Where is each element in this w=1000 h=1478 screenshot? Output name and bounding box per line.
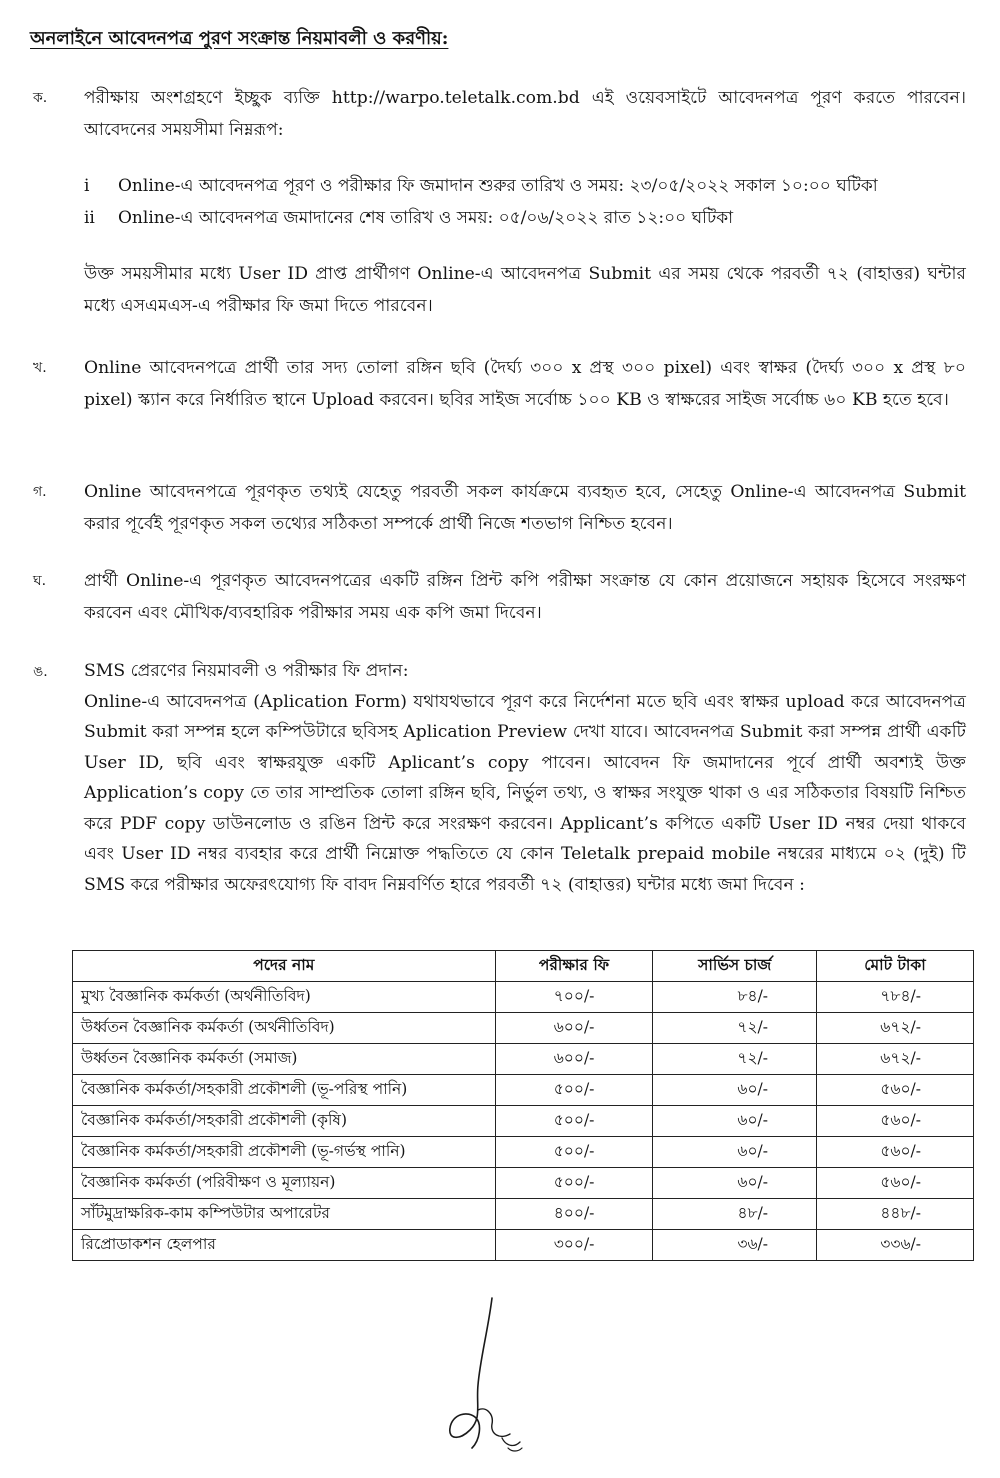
table-row [73,1075,974,1106]
section-text [84,656,966,900]
section-marker: খ. [33,360,47,376]
table-header-row [73,951,974,982]
section-text: পরীক্ষায় অংশগ্রহণে ইচ্ছুক ব্যক্তি http://warpo.teletalk.com.bd এই ওয়েবসাইটে আবেদনপত্র পূরণ করতে পারবেন। আবেদনের সময়সীমা নিম্নরূপ: [84,88,966,140]
service-charge-cell: ৭২/- [653,1044,817,1075]
table-row [73,1013,974,1044]
total-cell: ৫৬০/- [817,1075,974,1106]
post-name-cell: রিপ্রোডাকশন হেলপার [73,1230,496,1261]
exam-fee-cell: ৬০০/- [495,1044,653,1075]
post-name-cell: বৈজ্ঞানিক কর্মকর্তা/সহকারী প্রকৌশলী (কৃষি) [73,1106,496,1137]
column-header: মোট টাকা [817,951,974,982]
deadline-item-1 [84,173,980,199]
post-name-cell: বৈজ্ঞানিক কর্মকর্তা (পরিবীক্ষণ ও মূল্যায়ন) [73,1168,496,1199]
deadline-item-num: i [84,176,90,196]
total-cell: ৬৭২/- [817,1044,974,1075]
table-row [73,1106,974,1137]
total-cell: ৩৩৬/- [817,1230,974,1261]
exam-fee-cell: ৫০০/- [495,1137,653,1168]
exam-fee-cell: ৪০০/- [495,1199,653,1230]
table-row [73,1137,974,1168]
section-text: Online আবেদনপত্রে পূরণকৃত তথ্যই যেহেতু পরবর্তী সকল কার্যক্রমে ব্যবহৃত হবে, সেহেতু Online-এ আবেদনপত্র Submit করার পূর্বেই পূরণকৃত সকল তথ্যের সঠিকতা সম্পর্কে প্রার্থী নিজে শতভাগ নিশ্চিত হবেন। [84,482,966,534]
service-charge-cell: ৬০/- [653,1106,817,1137]
total-cell: ৭৮৪/- [817,982,974,1013]
deadline-item-text: Online-এ আবেদনপত্র পূরণ ও পরীক্ষার ফি জমাদান শুরুর তারিখ ও সময়: ২৩/০৫/২০২২ সকাল ১০:০০ ঘটিকা [118,176,878,196]
service-charge-cell: ৬০/- [653,1168,817,1199]
post-name-cell: সাঁটমুদ্রাক্ষরিক-কাম কম্পিউটার অপারেটর [73,1199,496,1230]
exam-fee-cell: ৫০০/- [495,1075,653,1106]
section-title: SMS প্রেরণের নিয়মাবলী ও পরীক্ষার ফি প্রদান: [84,661,409,681]
section-marker: ঙ. [33,664,48,680]
total-cell: ৫৬০/- [817,1137,974,1168]
post-name-cell: উর্ধ্বতন বৈজ্ঞানিক কর্মকর্তা (অর্থনীতিবিদ) [73,1013,496,1044]
table-row [73,982,974,1013]
total-cell: ৫৬০/- [817,1168,974,1199]
exam-fee-cell: ৫০০/- [495,1106,653,1137]
table-row [73,1044,974,1075]
service-charge-cell: ৩৬/- [653,1230,817,1261]
section-text: প্রার্থী Online-এ পূরণকৃত আবেদনপত্রের একটি রঙ্গিন প্রিন্ট কপি পরীক্ষা সংক্রান্ত যে কোন প্রয়োজনে সহায়ক হিসেবে সংরক্ষণ করবেন এবং মৌখিক/ব্যবহারিক পরীক্ষার সময় এক কপি জমা দিবেন। [84,571,966,623]
service-charge-cell: ৪৮/- [653,1199,817,1230]
section-marker: গ. [33,484,47,500]
exam-fee-cell: ৫০০/- [495,1168,653,1199]
post-name-cell: উর্ধ্বতন বৈজ্ঞানিক কর্মকর্তা (সমাজ) [73,1044,496,1075]
deadline-item-text: Online-এ আবেদনপত্র জমাদানের শেষ তারিখ ও সময়: ০৫/০৬/২০২২ রাত ১২:০০ ঘটিকা [118,208,734,228]
table-row [73,1230,974,1261]
section-ka-after: উক্ত সময়সীমার মধ্যে User ID প্রাপ্ত প্রার্থীগণ Online-এ আবেদনপত্র Submit এর সময় থেকে পরবর্তী ৭২ (বাহাত্তর) ঘন্টার মধ্যে এসএমএস-এ পরীক্ষার ফি জমা দিতে পারবেন। [84,264,966,316]
post-name-cell: বৈজ্ঞানিক কর্মকর্তা/সহকারী প্রকৌশলী (ভূ-গর্ভস্থ পানি) [73,1137,496,1168]
table-row [73,1199,974,1230]
page-heading: অনলাইনে আবেদনপত্র পুরণ সংক্রান্ত নিয়মাবলী ও করণীয়: [30,28,449,49]
exam-fee-cell: ৩০০/- [495,1230,653,1261]
service-charge-cell: ৭২/- [653,1013,817,1044]
section-text: Online আবেদনপত্রে প্রার্থী তার সদ্য তোলা রঙ্গিন ছবি (দৈর্ঘ্য ৩০০ x প্রস্থ ৩০০ pixel) এবং স্বাক্ষর (দৈর্ঘ্য ৩০০ x প্রস্থ ৮০ pixel) স্ক্যান করে নির্ধারিত স্থানে Upload করবেন। ছবির সাইজ সর্বোচ্চ ১০০ KB ও স্বাক্ষরের সাইজ সর্বোচ্চ ৬০ KB হতে হবে। [84,358,966,410]
exam-fee-cell: ৭০০/- [495,982,653,1013]
service-charge-cell: ৬০/- [653,1137,817,1168]
table-row [73,1168,974,1199]
total-cell: ৬৭২/- [817,1013,974,1044]
column-header: পদের নাম [73,951,496,982]
post-name-cell: বৈজ্ঞানিক কর্মকর্তা/সহকারী প্রকৌশলী (ভূ-পরিস্থ পানি) [73,1075,496,1106]
post-name-cell: মুখ্য বৈজ্ঞানিক কর্মকর্তা (অর্থনীতিবিদ) [73,982,496,1013]
section-marker: ক. [33,90,48,106]
total-cell: ৪৪৮/- [817,1199,974,1230]
deadline-item-num: ii [84,208,95,228]
column-header: পরীক্ষার ফি [495,951,653,982]
section-paragraph: Online-এ আবেদনপত্র (Aplication Form) যথাযথভাবে পূরণ করে নির্দেশনা মতে ছবি এবং স্বাক্ষর upload করে আবেদনপত্র Submit করা সম্পন্ন হলে কম্পিউটারে ছবিসহ Aplication Preview দেখা যাবে। আবেদনপত্র Submit করা সম্পন্ন প্রার্থী একটি User ID, ছবি এবং স্বাক্ষরযুক্ত একটি Aplicant’s copy পাবেন। আবেদন ফি জমাদানের পূর্বে প্রার্থী অবশ্যই উক্ত Application’s copy তে তার সাম্প্রতিক তোলা রঙ্গিন ছবি, নির্ভুল তথ্য, ও স্বাক্ষর সংযুক্ত থাকা ও এর সঠিকতার বিষয়টি নিশ্চিত করে PDF copy ডাউনলোড ও রঙিন প্রিন্ট করে সংরক্ষণ করবেন। Applicant’s কপিতে একটি User ID নম্বর দেয়া থাকবে এবং User ID নম্বর ব্যবহার করে প্রার্থী নিম্নোক্ত পদ্ধতিতে যে কোন Teletalk prepaid mobile নম্বরের মাধ্যমে ০২ (দুই) টি SMS করে পরীক্ষার অফেরৎযোগ্য ফি বাবদ নিম্নবর্ণিত হারে পরবর্তী ৭২ (বাহাত্তর) ঘন্টার মধ্যে জমা দিবেন : [84,691,966,895]
fee-table [72,950,974,1261]
signature-icon [420,1290,560,1460]
service-charge-cell: ৬০/- [653,1075,817,1106]
total-cell: ৫৬০/- [817,1106,974,1137]
column-header: সার্ভিস চার্জ [653,951,817,982]
deadline-item-2 [84,205,980,231]
exam-fee-cell: ৬০০/- [495,1013,653,1044]
section-marker: ঘ. [33,573,47,589]
service-charge-cell: ৮৪/- [653,982,817,1013]
